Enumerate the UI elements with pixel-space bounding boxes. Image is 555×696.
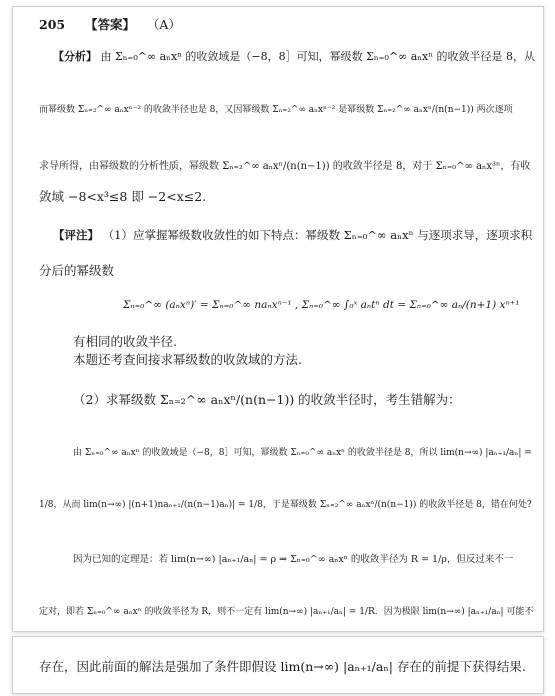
analysis-label: 【分析】 (53, 50, 97, 63)
comment-line-5: （2）求幂级数 Σₙ₌₂^∞ aₙxⁿ/(n(n−1)) 的收敛半径时，考生错解为： (73, 392, 461, 407)
document-page (12, 6, 544, 632)
analysis-line-3: 求导所得，由幂级数的分析性质，幂级数 Σₙ₌₂^∞ aₙxⁿ/(n(n−1)) 的收敛半径是 8，对于 Σₙ₌₀^∞ aₙx³ⁿ，有收 (39, 161, 531, 172)
problem-number: 205 (39, 17, 66, 32)
comment-line-6: 由 Σₙ₌₀^∞ aₙxⁿ 的收敛域是（−8，8］可知，幂级数 Σₙ₌₀^∞ aₙxⁿ 的收敛半径是 8，所以 lim(n→∞) |aₙ₊₁/aₙ| = (73, 448, 532, 458)
analysis-text-1: 由 Σₙ₌₀^∞ aₙxⁿ 的收敛域是（−8，8］可知，幂级数 Σₙ₌₀^∞ aₙxⁿ 的收敛半径是 8，从 (100, 50, 536, 63)
comment-line-7: 1/8，从而 lim(n→∞) |(n+1)naₙ₊₁/(n(n−1)aₙ)| = 1/8，于是幂级数 Σₙ₌₂^∞ aₙxⁿ/(n(n−1)) 的收敛半径是 8，错在何处? (39, 500, 532, 510)
comment-line-10: 存在，因此前面的解法是强加了条件即假设 lim(n→∞) |aₙ₊₁/aₙ| 存在的前提下获得结果. (39, 659, 526, 674)
analysis-line-2: 而幂级数 Σₙ₌₂^∞ aₙxⁿ⁻² 的收敛半径也是 8，又因幂级数 Σₙ₌₂^∞ aₙxⁿ⁻² 是幂级数 Σₙ₌₂^∞ aₙxⁿ/(n(n−1)) 两次逐项 (39, 105, 513, 115)
answer-header (39, 17, 181, 33)
comment-line-4: 本题还考查间接求幂级数的收敛域的方法. (73, 352, 302, 367)
analysis-line-1 (53, 49, 535, 65)
comment-line-9: 定对，即若 Σₙ₌₀^∞ aₙxⁿ 的收敛半径为 R，则不一定有 lim(n→∞) |aₙ₊₁/aₙ| = 1/R．因为极限 lim(n→∞) |aₙ₊₁/aₙ| 可能不 (39, 607, 534, 617)
comment-text-1: （1）应掌握幂级数收敛性的如下特点：幂级数 Σₙ₌₀^∞ aₙxⁿ 与逐项求导，逐项求积 (102, 228, 533, 242)
series-formula: Σₙ₌₀^∞ (aₙxⁿ)′ = Σₙ₌₀^∞ naₙxⁿ⁻¹ , Σₙ₌₀^∞ ∫₀ˣ aₙtⁿ dt = Σₙ₌₀^∞ aₙ/(n+1) xⁿ⁺¹ (123, 299, 520, 311)
comment-line-2: 分后的幂级数 (39, 263, 115, 278)
comment-line-8: 因为已知的定理是：若 lim(n→∞) |aₙ₊₁/aₙ| = ρ ⇒ Σₙ₌₀^∞ aₙxⁿ 的收敛半径为 R = 1/ρ，但反过来不一 (73, 554, 514, 565)
analysis-line-4: 敛域 −8<x³≤8 即 −2<x≤2. (39, 189, 207, 204)
document-page-continued (12, 636, 544, 694)
answer-value: （A） (146, 17, 181, 32)
comment-line-3: 有相同的收敛半径. (73, 334, 177, 349)
comment-line-1 (53, 227, 532, 243)
comment-label: 【评注】 (53, 228, 99, 242)
answer-label: 【答案】 (84, 17, 135, 32)
